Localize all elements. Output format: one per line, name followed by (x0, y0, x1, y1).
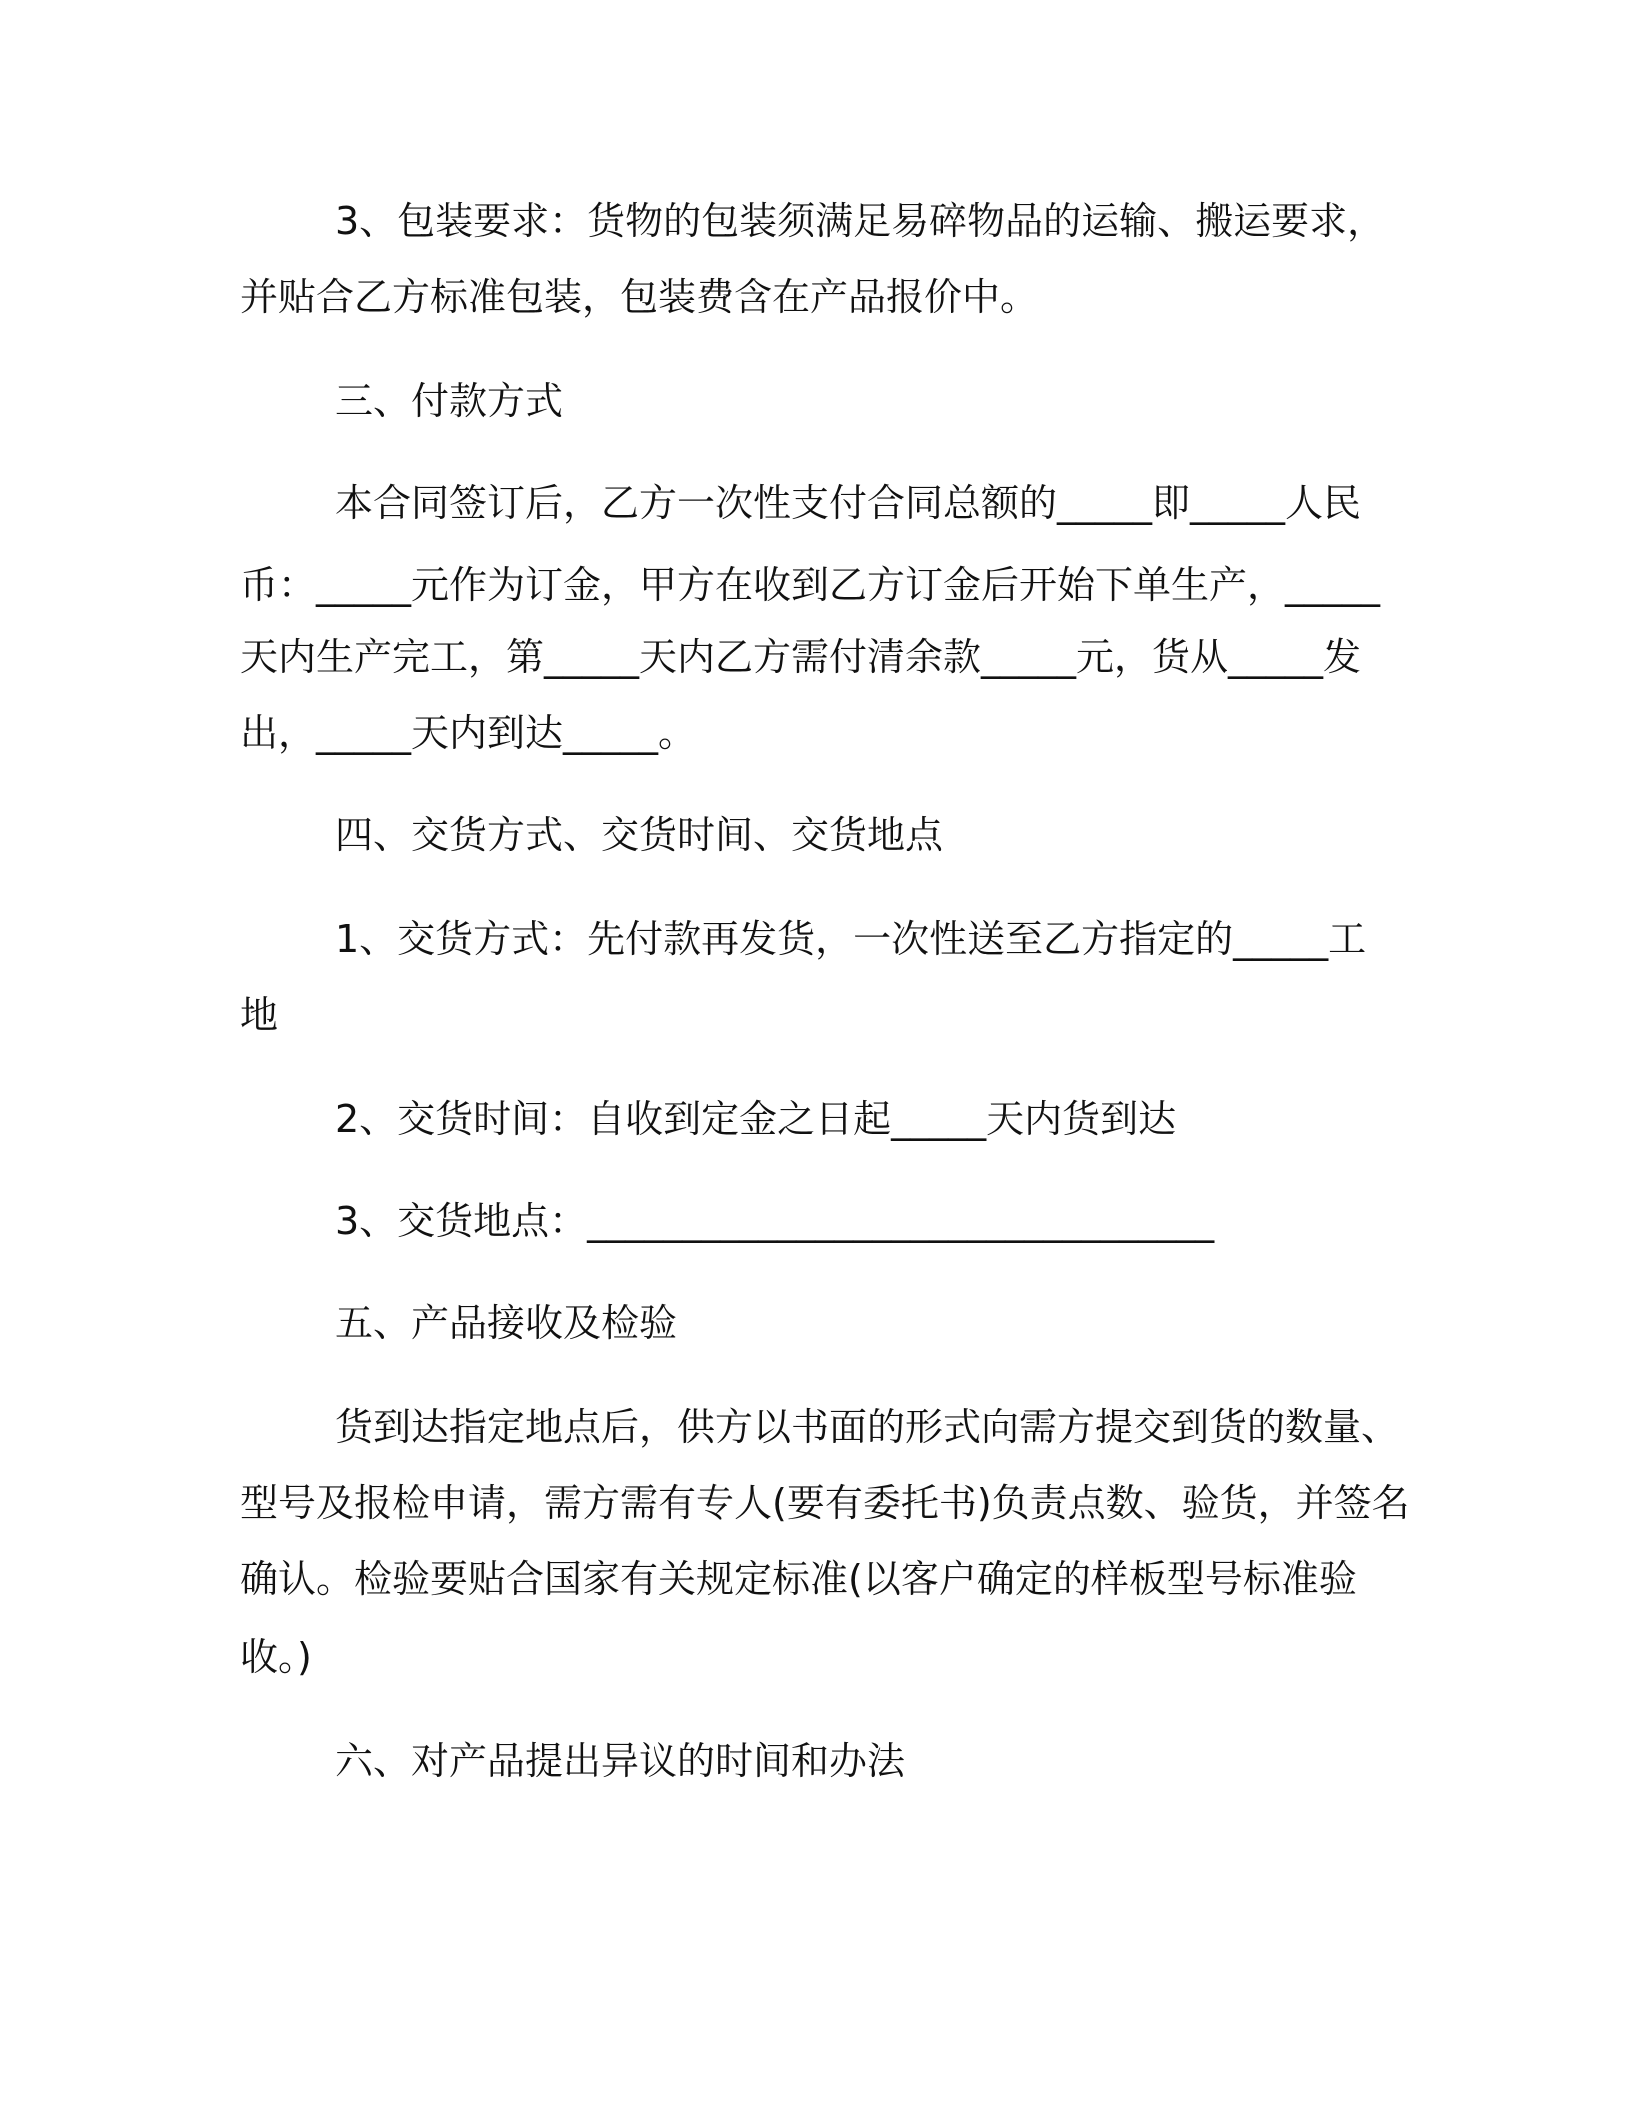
delivery-method-line-2: 地 (240, 993, 279, 1037)
clause-packaging-line-1: 3、包装要求：货物的包装须满足易碎物品的运输、搬运要求， (335, 199, 1386, 243)
inspection-paragraph-line-2: 型号及报检申请，需方需有专人(要有委托书)负责点数、验货，并签名 (240, 1481, 1410, 1525)
inspection-paragraph-line-4: 收。) (240, 1635, 312, 1679)
payment-paragraph-line-3: 天内生产完工，第_____天内乙方需付清余款_____元，货从_____发 (240, 635, 1362, 679)
section-heading-delivery: 四、交货方式、交货时间、交货地点 (335, 813, 944, 857)
inspection-paragraph-line-3: 确认。检验要贴合国家有关规定标准(以客户确定的样板型号标准验 (240, 1557, 1357, 1601)
payment-paragraph-line-2: 币：_____元作为订金，甲方在收到乙方订金后开始下单生产，_____ (240, 563, 1381, 607)
section-heading-payment: 三、付款方式 (335, 379, 564, 423)
payment-paragraph-line-4: 出，_____天内到达_____。 (240, 711, 697, 755)
delivery-place-line: 3、交货地点：_________________________________ (335, 1199, 1215, 1243)
payment-paragraph-line-1: 本合同签订后，乙方一次性支付合同总额的_____即_____人民 (335, 481, 1362, 525)
section-heading-objection: 六、对产品提出异议的时间和办法 (335, 1739, 906, 1783)
delivery-time-line: 2、交货时间：自收到定金之日起_____天内货到达 (335, 1097, 1177, 1141)
delivery-method-line-1: 1、交货方式：先付款再发货，一次性送至乙方指定的_____工 (335, 917, 1367, 961)
section-heading-inspection: 五、产品接收及检验 (335, 1301, 678, 1345)
clause-packaging-line-2: 并贴合乙方标准包装，包装费含在产品报价中。 (240, 275, 1039, 319)
inspection-paragraph-line-1: 货到达指定地点后，供方以书面的形式向需方提交到货的数量、 (335, 1405, 1400, 1449)
